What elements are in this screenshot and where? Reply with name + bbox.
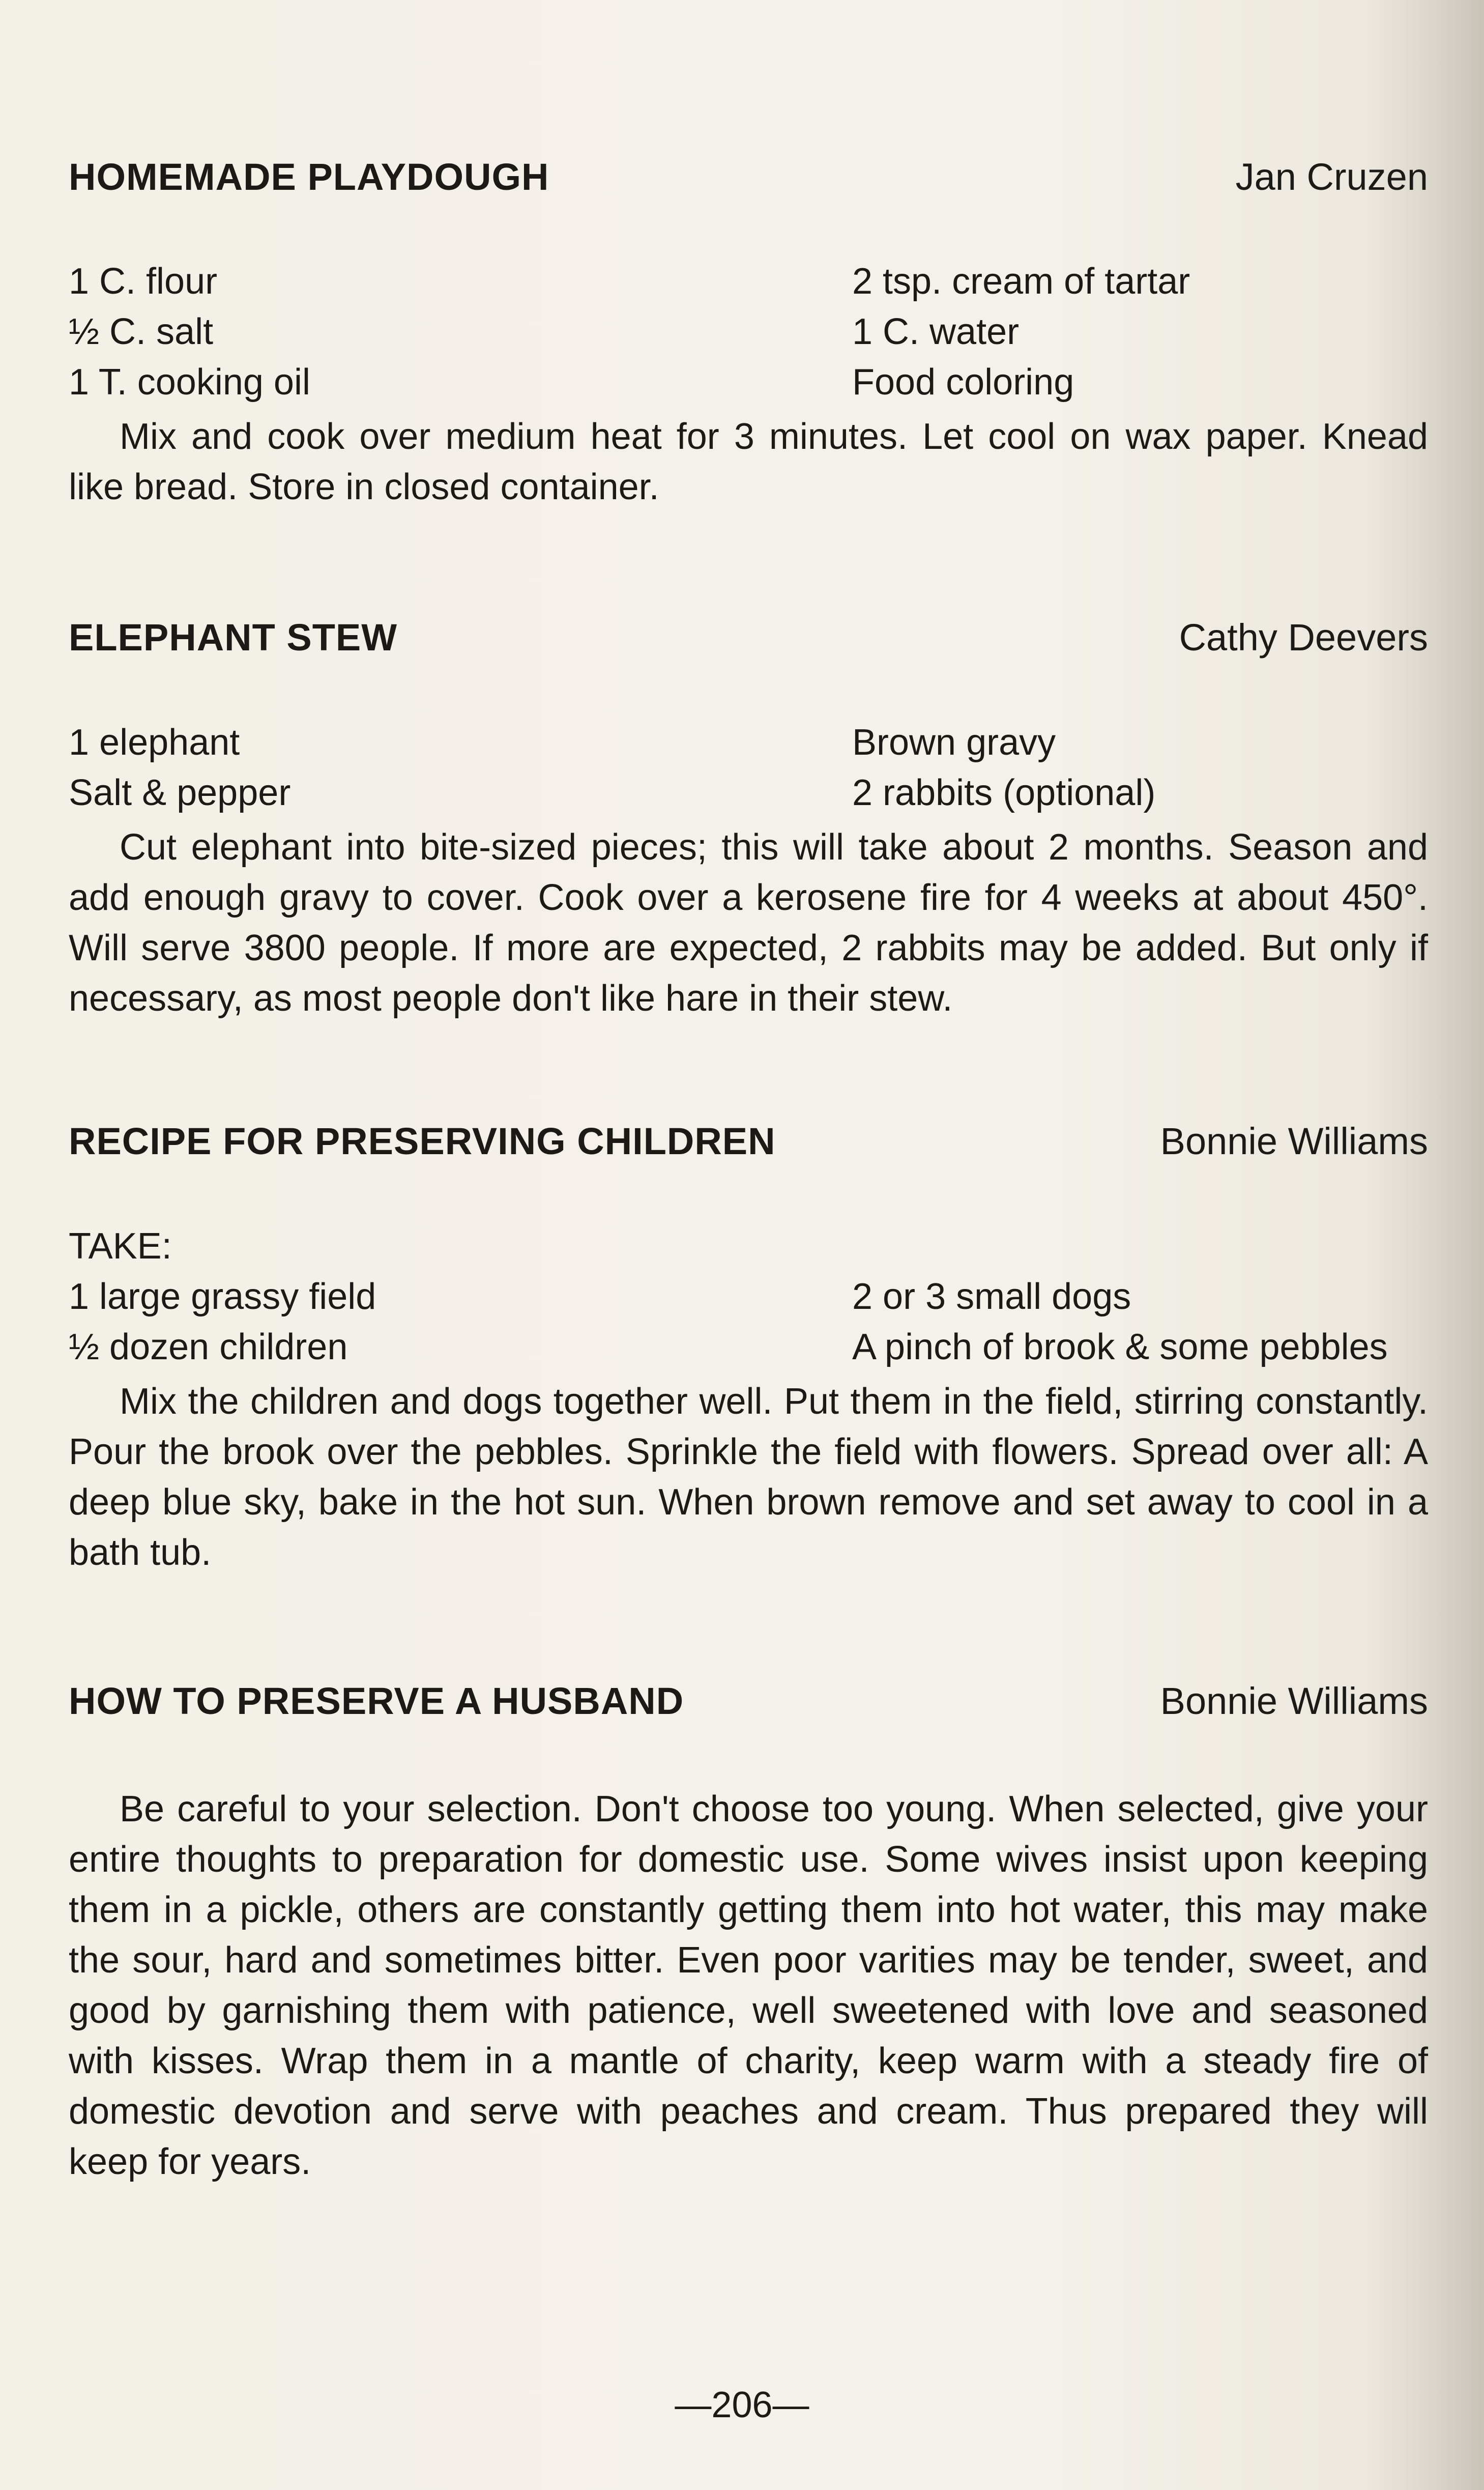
recipe-elephant-stew	[69, 616, 1428, 1024]
ingredient-row	[69, 722, 1428, 772]
recipe-author: Bonnie Williams	[1160, 1120, 1428, 1162]
ingredient: Salt & pepper	[69, 772, 291, 813]
recipe-instructions: Mix and cook over medium heat for 3 minutes. Let cool on wax paper. Knead like bread. Store in closed container.	[69, 416, 1428, 507]
ingredient-row	[69, 261, 1428, 311]
page-number: —206—	[675, 2385, 809, 2425]
ingredient: 1 elephant	[69, 722, 240, 763]
ingredient: Food coloring	[852, 362, 1074, 403]
ingredient: 1 large grassy field	[69, 1276, 376, 1317]
ingredient: A pinch of brook & some pebbles	[852, 1327, 1388, 1367]
recipe-preserving-children	[69, 1120, 1428, 1578]
recipe-header	[69, 155, 1428, 206]
recipe-header	[69, 1120, 1428, 1170]
ingredient-row	[69, 361, 1428, 412]
recipe-title: HOMEMADE PLAYDOUGH	[69, 156, 549, 198]
recipe-title: RECIPE FOR PRESERVING CHILDREN	[69, 1120, 776, 1162]
recipe-instructions: Mix the children and dogs together well. Put them in the field, stirring constantly. Pour the brook over the pebbles. Sprinkle the field with flowers. Spread over all: A deep blue sky, bake in the hot sun. When brown remove and set away to cool in a bath tub.	[69, 1381, 1428, 1573]
recipe-header	[69, 1679, 1428, 1730]
ingredient: ½ dozen children	[69, 1327, 348, 1367]
ingredient: 2 tsp. cream of tartar	[852, 261, 1190, 302]
recipe-preserve-husband	[69, 1679, 1428, 2187]
ingredient: 2 rabbits (optional)	[852, 772, 1156, 813]
ingredient: 1 C. flour	[69, 261, 218, 302]
recipe-author: Jan Cruzen	[1235, 156, 1428, 198]
recipe-author: Bonnie Williams	[1160, 1680, 1428, 1722]
ingredient-row	[69, 311, 1428, 361]
ingredient: 1 T. cooking oil	[69, 362, 310, 403]
recipe-header	[69, 616, 1428, 667]
recipe-instructions: Cut elephant into bite-sized pieces; this will take about 2 months. Season and add enough gravy to cover. Cook over a kerosene fire for 4 weeks at about 450°. Will serve 3800 people. If more are expected, 2 rabbits may be added. But only if necessary, as most people don't like hare in their stew.	[69, 827, 1428, 1019]
take-label: TAKE:	[69, 1226, 172, 1267]
ingredient: Brown gravy	[852, 722, 1056, 763]
ingredient: 1 C. water	[852, 311, 1020, 352]
ingredient: ½ C. salt	[69, 311, 214, 352]
recipe-title: HOW TO PRESERVE A HUSBAND	[69, 1680, 684, 1722]
ingredient: 2 or 3 small dogs	[852, 1276, 1131, 1317]
recipe-instructions: Be careful to your selection. Don't choose too young. When selected, give your entire thoughts to preparation for domestic use. Some wives insist upon keeping them in a pickle, others are constantly getting them into hot water, this may make the sour, hard and sometimes bitter. Even poor varities may be tender, sweet, and good by garnishing them with patience, well sweetened with love and seasoned with kisses. Wrap them in a mantle of charity, keep warm with a steady fire of domestic devotion and serve with peaches and cream. Thus prepared they will keep for years.	[69, 1789, 1428, 2182]
recipe-author: Cathy Deevers	[1179, 616, 1428, 659]
recipe-homemade-playdough	[69, 155, 1428, 512]
ingredient-row	[69, 772, 1428, 822]
recipe-title: ELEPHANT STEW	[69, 616, 398, 659]
ingredient-row	[69, 1326, 1428, 1377]
ingredient-row	[69, 1276, 1428, 1326]
